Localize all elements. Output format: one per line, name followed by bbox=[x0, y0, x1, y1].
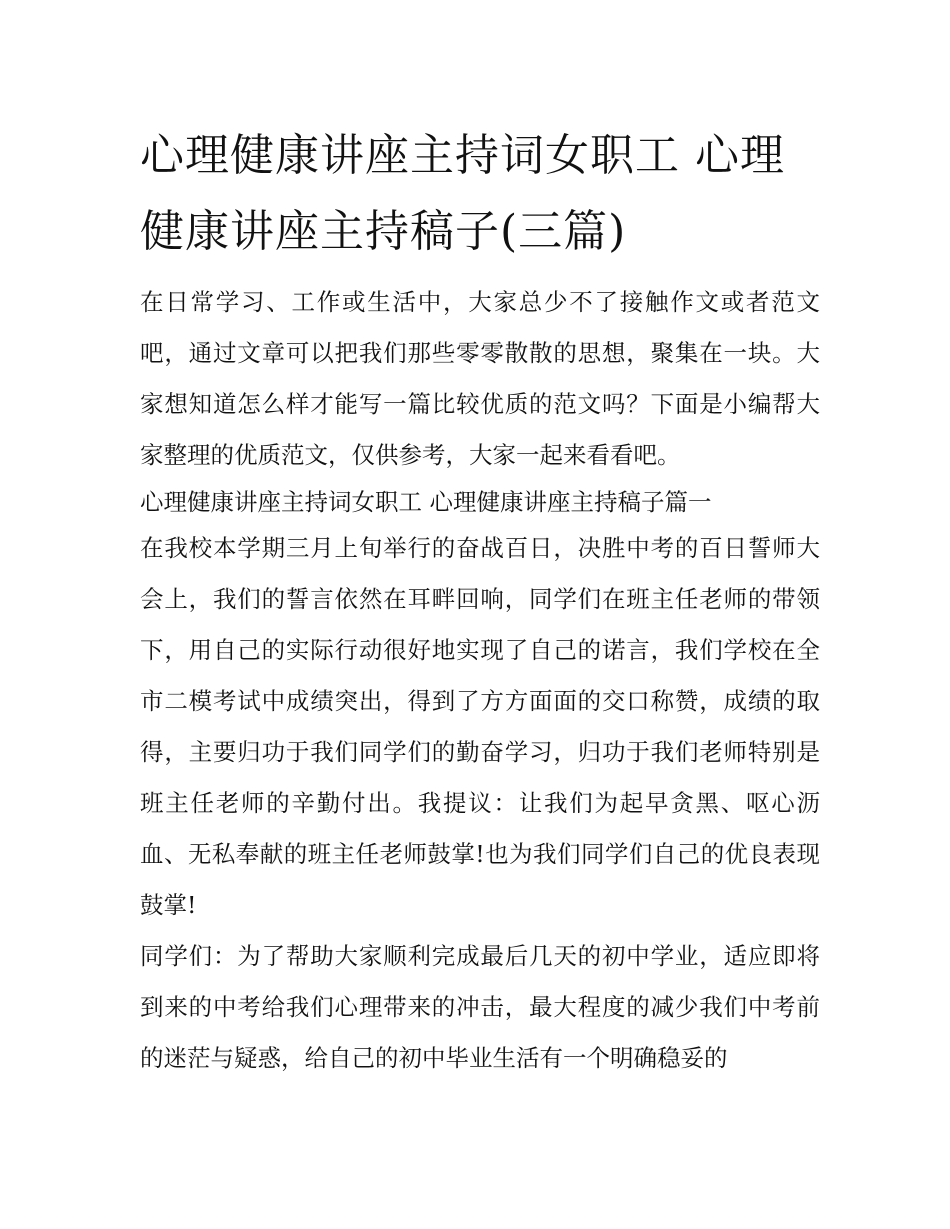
document-title: 心理健康讲座主持词女职工 心理健康讲座主持稿子(三篇) bbox=[140, 130, 785, 257]
section-heading: 心理健康讲座主持词女职工 心理健康讲座主持稿子篇一 bbox=[140, 488, 712, 516]
intro-paragraph: 在日常学习、工作或生活中，大家总少不了接触作文或者范文吧，通过文章可以把我们那些零零散散的思想，聚集在一块。大家想知道怎么样才能写一篇比较优质的范文吗？下面是小编帮大家整理的优质范文，仅供参考，大家一起来看看吧。 bbox=[140, 288, 820, 469]
body-paragraph-2: 同学们：为了帮助大家顺利完成最后几天的初中学业，适应即将到来的中考给我们心理带来的冲击，最大程度的减少我们中考前的迷茫与疑惑，给自己的初中毕业生活有一个明确稳妥的 bbox=[140, 942, 820, 1072]
body-paragraph-1: 在我校本学期三月上旬举行的奋战百日，决胜中考的百日誓师大会上，我们的誓言依然在耳畔回响，同学们在班主任老师的带领下，用自己的实际行动很好地实现了自己的诺言，我们学校在全市二模考试中成绩突出，得到了方方面面的交口称赞，成绩的取得，主要归功于我们同学们的勤奋学习，归功于我们老师特别是班主任老师的辛勤付出。我提议：让我们为起早贪黑、呕心沥血、无私奉献的班主任老师鼓掌!也为我们同学们自己的优良表现鼓掌! bbox=[140, 534, 820, 919]
document-page bbox=[140, 118, 820, 1084]
